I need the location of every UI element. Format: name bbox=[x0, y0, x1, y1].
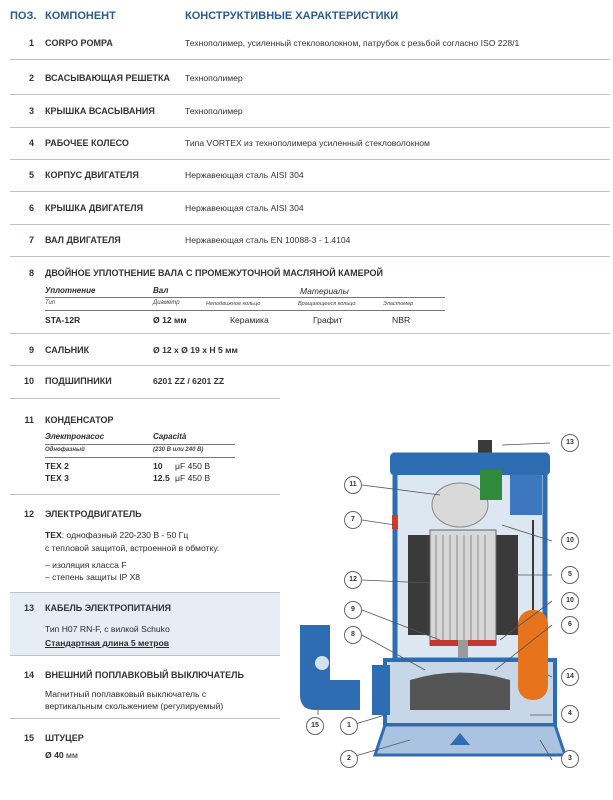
seal-type: STA-12R bbox=[45, 315, 81, 325]
capacitor-sub-voltage: (230 В или 240 В) bbox=[153, 447, 204, 453]
seal-diameter: Ø 12 мм bbox=[153, 315, 187, 325]
component-value: Нержавеющая сталь AISI 304 bbox=[185, 203, 304, 213]
component-name: КРЫШКА ДВИГАТЕЛЯ bbox=[45, 203, 144, 213]
header-pos: ПОЗ. bbox=[10, 10, 37, 22]
seal-col-shaft: Вал bbox=[153, 286, 169, 295]
capacitor-value: 10 bbox=[153, 461, 163, 471]
motor-num: 12 bbox=[23, 509, 34, 519]
fitting-value-line bbox=[45, 750, 78, 760]
bearings-name: ПОДШИПНИКИ bbox=[45, 376, 112, 386]
component-num: 7 bbox=[28, 235, 34, 245]
callout-10-bottom: 10 bbox=[561, 592, 579, 610]
capacitor-unit: μF 450 В bbox=[175, 473, 211, 483]
motor-line1 bbox=[45, 530, 188, 540]
handle-block bbox=[510, 475, 542, 515]
seal-rotating: Графит bbox=[313, 315, 343, 325]
seal-sub-elastomer: Эластомер bbox=[383, 301, 414, 307]
cable-line2: Стандартная длина 5 метров bbox=[45, 638, 170, 648]
fitting-unit: мм bbox=[66, 750, 78, 760]
capacitor-model: TEX 2 bbox=[45, 461, 69, 471]
fitting-value: Ø 40 bbox=[45, 750, 64, 760]
seal-sub-diameter: Диаметр bbox=[153, 300, 180, 306]
outlet-port bbox=[372, 665, 390, 715]
header-characteristics: КОНСТРУКТИВНЫЕ ХАРАКТЕРИСТИКИ bbox=[185, 10, 399, 22]
suction-grille bbox=[375, 725, 565, 755]
float-line2: вертикальным скольжением (регулируемый) bbox=[45, 701, 224, 711]
component-value: Технополимер bbox=[185, 73, 243, 83]
motor-name: ЭЛЕКТРОДВИГАТЕЛЬ bbox=[45, 509, 142, 519]
motor-line1-bold: TEX bbox=[45, 530, 62, 540]
callout-12: 12 bbox=[344, 571, 362, 589]
capacitor-value: 12.5 bbox=[153, 473, 170, 483]
capacitor-model: TEX 3 bbox=[45, 473, 69, 483]
motor-line4: – степень защиты IP X8 bbox=[45, 572, 141, 582]
gland-value: Ø 12 x Ø 19 x H 5 мм bbox=[153, 345, 238, 355]
component-num: 4 bbox=[28, 138, 34, 148]
component-value: Технополимер bbox=[185, 106, 243, 116]
callout-14: 14 bbox=[561, 668, 579, 686]
component-num: 6 bbox=[28, 203, 34, 213]
capacitor-col-pump: Электронасос bbox=[45, 432, 105, 441]
terminal-block bbox=[480, 470, 502, 500]
cable-name: КАБЕЛЬ ЭЛЕКТРОПИТАНИЯ bbox=[45, 603, 172, 613]
bearings-num: 10 bbox=[23, 376, 34, 386]
float-num: 14 bbox=[23, 670, 34, 680]
float-line1: Магнитный поплавковый выключатель с bbox=[45, 689, 207, 699]
capacitor-col-capacity: Capacità bbox=[153, 432, 187, 441]
seal-sub-fixed: Неподвижное кольцо bbox=[206, 301, 261, 307]
callout-4: 4 bbox=[561, 705, 579, 723]
component-name: РАБОЧЕЕ КОЛЕСО bbox=[45, 138, 129, 148]
component-num: 1 bbox=[28, 38, 34, 48]
vortex-impeller bbox=[410, 673, 510, 711]
gland-name: САЛЬНИК bbox=[45, 345, 90, 355]
component-value: Типа VORTEX из технополимера усиленный стекловолокном bbox=[185, 138, 430, 148]
capacitor-unit: μF 450 В bbox=[175, 461, 211, 471]
callout-15: 15 bbox=[306, 717, 324, 735]
seal-fixed: Керамика bbox=[230, 315, 269, 325]
cable-num: 13 bbox=[23, 603, 34, 613]
row-divider bbox=[10, 191, 610, 192]
seal-sub-type: Тип bbox=[45, 300, 56, 306]
float-name: ВНЕШНИЙ ПОПЛАВКОВЫЙ ВЫКЛЮЧАТЕЛЬ bbox=[45, 670, 244, 680]
pump-cutaway-diagram bbox=[290, 425, 600, 785]
callout-9: 9 bbox=[344, 601, 362, 619]
component-name: ВАЛ ДВИГАТЕЛЯ bbox=[45, 235, 121, 245]
header-component: КОМПОНЕНТ bbox=[45, 10, 116, 22]
component-value: Технополимер, усиленный стекловолокном, патрубок с резьбой согласно ISO 228/1 bbox=[185, 38, 520, 48]
gland-num: 9 bbox=[28, 345, 34, 355]
callout-11: 11 bbox=[344, 476, 362, 494]
component-name: КРЫШКА ВСАСЫВАНИЯ bbox=[45, 106, 155, 116]
capacitor-dome bbox=[432, 483, 488, 527]
row-divider bbox=[10, 159, 610, 160]
row-divider bbox=[10, 94, 610, 95]
seal-elastomer: NBR bbox=[392, 315, 411, 325]
component-num: 2 bbox=[28, 73, 34, 83]
capacitor-num: 11 bbox=[24, 415, 34, 425]
component-name: CORPO POMPA bbox=[45, 38, 113, 48]
callout-3: 3 bbox=[561, 750, 579, 768]
row-divider bbox=[10, 256, 610, 257]
component-name: ВСАСЫВАЮЩАЯ РЕШЕТКА bbox=[45, 73, 171, 83]
component-value: Нержавеющая сталь AISI 304 bbox=[185, 170, 304, 180]
motor-cover bbox=[390, 453, 550, 475]
seal-num: 8 bbox=[28, 268, 34, 278]
callout-6: 6 bbox=[561, 616, 579, 634]
fitting-logo-icon bbox=[315, 656, 329, 670]
rotor bbox=[430, 530, 496, 645]
callout-5: 5 bbox=[561, 566, 579, 584]
fitting-num: 15 bbox=[23, 733, 34, 743]
motor-line3: – изоляция класса F bbox=[45, 560, 127, 570]
seal-col-seal: Уплотнение bbox=[45, 286, 96, 295]
component-value: Нержавеющая сталь EN 10088-3 - 1.4104 bbox=[185, 235, 351, 245]
cable-line1: Тип H07 RN-F, с вилкой Schuko bbox=[45, 624, 170, 634]
component-num: 5 bbox=[28, 170, 34, 180]
seal-sub-rotating: Вращающееся кольцо bbox=[298, 301, 356, 307]
seal-col-materials: Материалы bbox=[300, 286, 349, 296]
callout-13: 13 bbox=[561, 434, 579, 452]
bearings-value: 6201 ZZ / 6201 ZZ bbox=[153, 376, 225, 386]
capacitor-sub-phase: Однофазный bbox=[45, 447, 85, 453]
bearing-top-mark bbox=[392, 515, 398, 529]
row-divider bbox=[10, 59, 610, 60]
row-divider bbox=[10, 127, 610, 128]
callout-2: 2 bbox=[340, 750, 358, 768]
component-num: 3 bbox=[28, 106, 34, 116]
seal-title: ДВОЙНОЕ УПЛОТНЕНИЕ ВАЛА С ПРОМЕЖУТОЧНОЙ МАСЛЯНОЙ КАМЕРОЙ bbox=[45, 268, 384, 278]
fitting-name: ШТУЦЕР bbox=[45, 733, 84, 743]
row-divider bbox=[10, 224, 610, 225]
motor-line2: с тепловой защитой, встроенной в обмотку. bbox=[45, 543, 220, 553]
callout-8: 8 bbox=[344, 626, 362, 644]
callout-1: 1 bbox=[340, 717, 358, 735]
component-name: КОРПУС ДВИГАТЕЛЯ bbox=[45, 170, 139, 180]
capacitor-name: КОНДЕНСАТОР bbox=[45, 415, 114, 425]
callout-10-top: 10 bbox=[561, 532, 579, 550]
motor-line1-text: : однофазный 220-230 В - 50 Гц bbox=[61, 530, 189, 540]
callout-7: 7 bbox=[344, 511, 362, 529]
